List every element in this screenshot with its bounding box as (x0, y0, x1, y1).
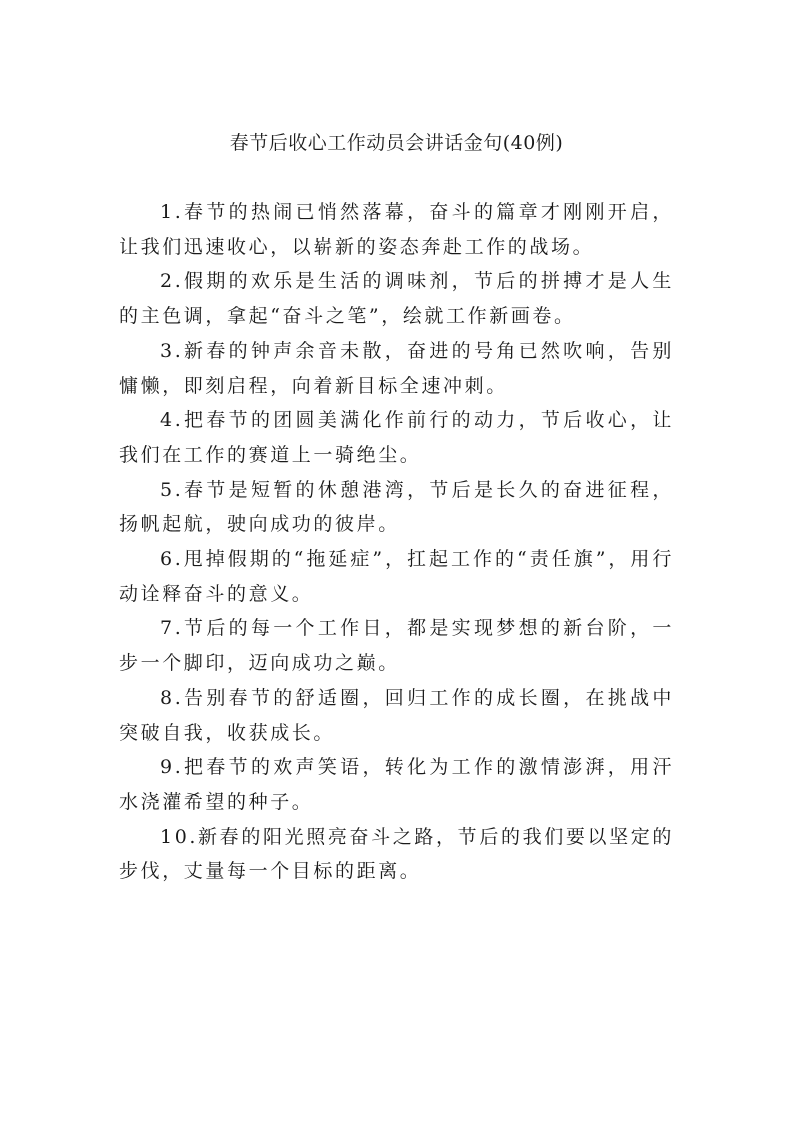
document-title: 春节后收心工作动员会讲话金句(40例) (229, 132, 564, 154)
document-body (119, 195, 674, 889)
quote-paragraph-6: 6.甩掉假期的“拖延症”，扛起工作的“责任旗”，用行动诠释奋斗的意义。 (119, 548, 674, 605)
quote-paragraph-4: 4.把春节的团圆美满化作前行的动力，节后收心，让我们在工作的赛道上一骑绝尘。 (119, 409, 674, 466)
quote-paragraph-1: 1.春节的热闹已悄然落幕，奋斗的篇章才刚刚开启，让我们迅速收心，以崭新的姿态奔赴工作的战场。 (119, 201, 674, 258)
quote-paragraph-8: 8.告别春节的舒适圈，回归工作的成长圈，在挑战中突破自我，收获成长。 (119, 686, 674, 744)
quote-paragraph-2: 2.假期的欢乐是生活的调味剂，节后的拼搏才是人生的主色调，拿起“奋斗之笔”，绘就工作新画卷。 (119, 270, 674, 328)
quote-paragraph-7: 7.节后的每一个工作日，都是实现梦想的新台阶，一步一个脚印，迈向成功之巅。 (119, 617, 674, 675)
quote-paragraph-10: 10.新春的阳光照亮奋斗之路，节后的我们要以坚定的步伐，丈量每一个目标的距离。 (119, 825, 674, 883)
quote-paragraph-9: 9.把春节的欢声笑语，转化为工作的激情澎湃，用汗水浇灌希望的种子。 (119, 756, 674, 813)
quote-paragraph-5: 5.春节是短暂的休憩港湾，节后是长久的奋进征程，扬帆起航，驶向成功的彼岸。 (119, 478, 674, 536)
quote-paragraph-3: 3.新春的钟声余音未散，奋进的号角已然吹响，告别慵懒，即刻启程，向着新目标全速冲刺。 (119, 339, 674, 397)
